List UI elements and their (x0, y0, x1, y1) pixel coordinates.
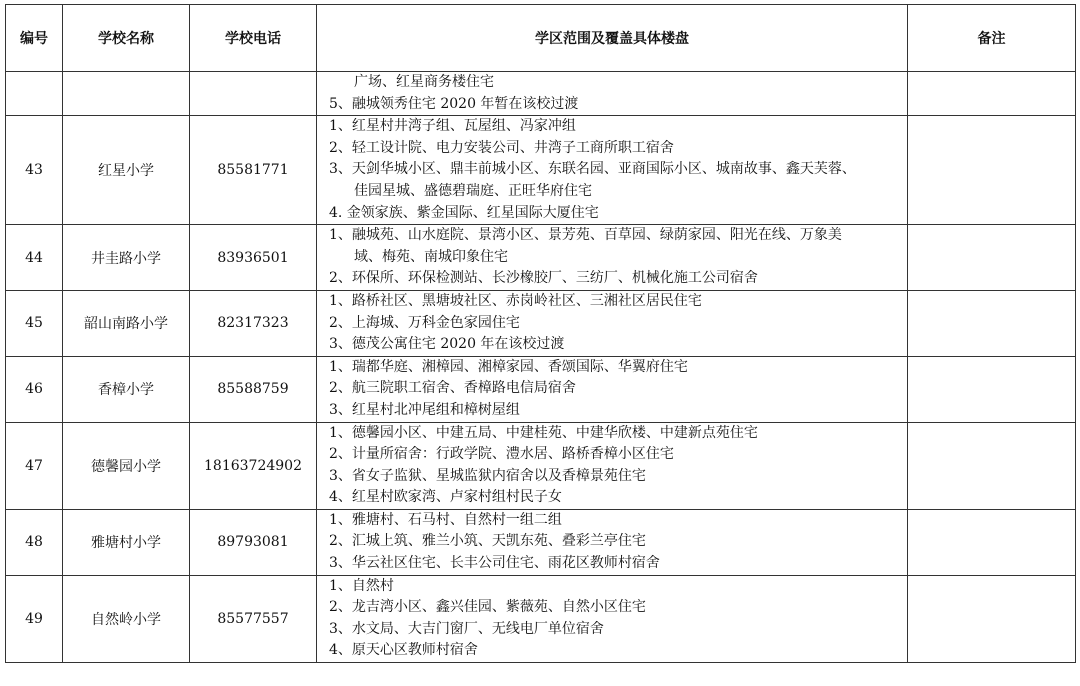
row-school-name: 雅塘村小学 (63, 509, 190, 575)
area-line: 佳园星城、盛德碧瑞庭、正旺华府住宅 (354, 182, 592, 199)
table-row (6, 290, 1076, 356)
row-district-area (317, 422, 908, 509)
row-school-name: 红星小学 (63, 116, 190, 225)
area-line: 2、环保所、环保检测站、长沙橡胶厂、三纺厂、机械化施工公司宿舍 (329, 270, 758, 287)
row-note (908, 575, 1076, 662)
row-district-area (317, 290, 908, 356)
area-line: 1、自然村 (329, 577, 394, 594)
area-line: 2、汇城上筑、雅兰小筑、天凯东苑、叠彩兰亭住宅 (329, 533, 646, 550)
area-line: 2、上海城、万科金色家园住宅 (329, 314, 520, 331)
header-school-name: 学校名称 (63, 5, 190, 72)
row-district-area (317, 575, 908, 662)
row-district-area (317, 116, 908, 225)
row-note (908, 422, 1076, 509)
row-school-name: 井圭路小学 (63, 225, 190, 291)
table-row (6, 116, 1076, 225)
row-num (6, 72, 63, 116)
area-line: 1、瑞都华庭、湘樟园、湘樟家园、香颂国际、华翼府住宅 (329, 358, 688, 375)
area-line: 1、红星村井湾子组、瓦屋组、冯家冲组 (329, 118, 576, 135)
area-line: 3、德茂公寓住宅 2020 年在该校过渡 (329, 336, 565, 353)
area-line: 5、融城领秀住宅 2020 年暂在该校过渡 (329, 95, 579, 112)
area-line: 4、红星村欧家湾、卢家村组村民子女 (329, 489, 562, 506)
table-row (6, 422, 1076, 509)
header-row (6, 5, 1076, 72)
row-note (908, 72, 1076, 116)
table-row (6, 356, 1076, 422)
row-num: 46 (6, 356, 63, 422)
header-note: 备注 (908, 5, 1076, 72)
row-note (908, 290, 1076, 356)
area-line: 1、路桥社区、黑塘坡社区、赤岗岭社区、三湘社区居民住宅 (329, 292, 702, 309)
school-district-table (5, 4, 1076, 663)
area-line: 域、梅苑、南城印象住宅 (354, 248, 508, 265)
row-num: 45 (6, 290, 63, 356)
table-row (6, 225, 1076, 291)
row-num: 43 (6, 116, 63, 225)
row-note (908, 356, 1076, 422)
area-line: 2、龙吉湾小区、鑫兴佳园、紫薇苑、自然小区住宅 (329, 599, 646, 616)
row-num: 48 (6, 509, 63, 575)
row-school-phone: 85581771 (190, 116, 317, 225)
row-district-area (317, 356, 908, 422)
area-line: 3、水文局、大吉门窗厂、无线电厂单位宿舍 (329, 620, 604, 637)
header-school-phone: 学校电话 (190, 5, 317, 72)
row-school-phone: 18163724902 (190, 422, 317, 509)
row-district-area (317, 72, 908, 116)
area-line: 1、雅塘村、石马村、自然村一组二组 (329, 511, 562, 528)
row-school-phone: 85588759 (190, 356, 317, 422)
area-line: 4. 金领家族、紫金国际、红星国际大厦住宅 (329, 204, 599, 221)
row-school-name: 香樟小学 (63, 356, 190, 422)
header-district-area: 学区范围及覆盖具体楼盘 (317, 5, 908, 72)
row-school-phone: 82317323 (190, 290, 317, 356)
row-note (908, 509, 1076, 575)
table-row (6, 575, 1076, 662)
area-line: 4、原天心区教师村宿舍 (329, 642, 478, 659)
row-num: 47 (6, 422, 63, 509)
area-line: 广场、红星商务楼住宅 (354, 74, 494, 90)
row-school-name: 自然岭小学 (63, 575, 190, 662)
row-school-phone: 89793081 (190, 509, 317, 575)
row-district-area (317, 509, 908, 575)
area-line: 2、计量所宿舍：行政学院、澧水居、路桥香樟小区住宅 (329, 446, 674, 463)
area-line: 3、红星村北冲尾组和樟树屋组 (329, 401, 520, 418)
row-school-name: 韶山南路小学 (63, 290, 190, 356)
row-district-area (317, 225, 908, 291)
area-line: 1、融城苑、山水庭院、景湾小区、景芳苑、百草园、绿荫家园、阳光在线、万象美 (329, 227, 842, 244)
row-school-phone (190, 72, 317, 116)
row-num: 49 (6, 575, 63, 662)
table-row (6, 72, 1076, 116)
row-num: 44 (6, 225, 63, 291)
area-line: 2、航三院职工宿舍、香樟路电信局宿舍 (329, 380, 576, 397)
row-note (908, 225, 1076, 291)
area-line: 1、德馨园小区、中建五局、中建桂苑、中建华欣楼、中建新点苑住宅 (329, 424, 758, 441)
row-note (908, 116, 1076, 225)
area-line: 3、华云社区住宅、长丰公司住宅、雨花区教师村宿舍 (329, 555, 660, 572)
area-line: 2、轻工设计院、电力安装公司、井湾子工商所职工宿舍 (329, 139, 674, 156)
row-school-name: 德馨园小学 (63, 422, 190, 509)
area-line: 3、天剑华城小区、鼎丰前城小区、东联名园、亚商国际小区、城南故事、鑫天芙蓉、 (329, 161, 856, 178)
row-school-phone: 85577557 (190, 575, 317, 662)
row-school-name (63, 72, 190, 116)
table-row (6, 509, 1076, 575)
header-num: 编号 (6, 5, 63, 72)
area-line: 3、省女子监狱、星城监狱内宿舍以及香樟景苑住宅 (329, 467, 646, 484)
row-school-phone: 83936501 (190, 225, 317, 291)
